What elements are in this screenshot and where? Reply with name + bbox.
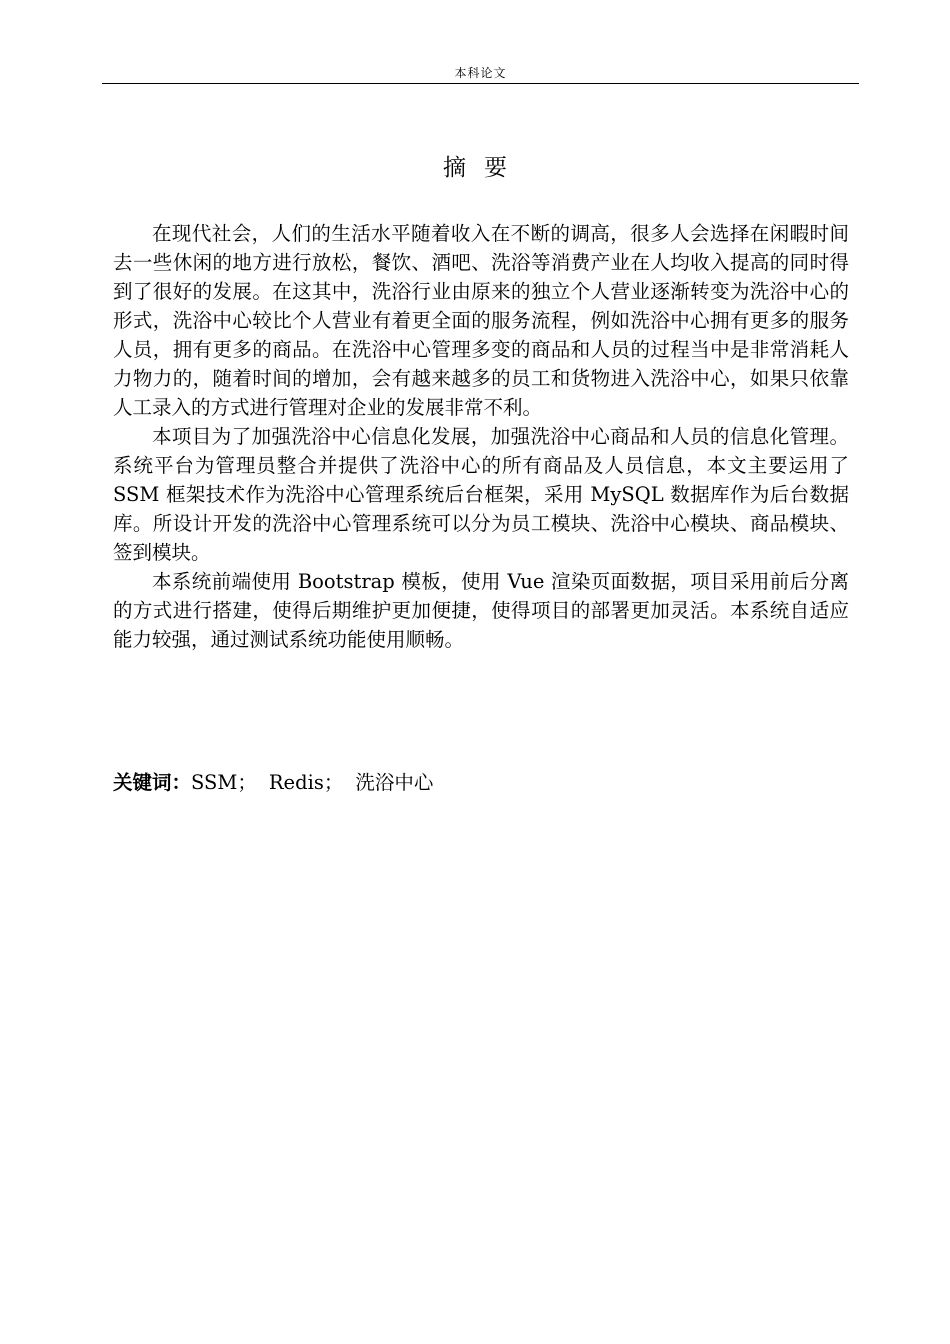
keywords-label: 关键词： <box>113 771 192 794</box>
keywords-line <box>113 768 849 797</box>
keyword-item: Redis <box>268 771 324 794</box>
keyword-separator: ； <box>237 771 257 794</box>
header-rule <box>102 83 859 84</box>
abstract-paragraph-2: 本项目为了加强洗浴中心信息化发展，加强洗浴中心商品和人员的信息化管理。系统平台为管理员整合并提供了洗浴中心的所有商品及人员信息，本文主要运用了 SSM 框架技术作为洗浴中心管理系统后台框架，采用 MySQL 数据库作为后台数据库。所设计开发的洗浴中心管理系统可以分为员工模块、洗浴中心模块、商品模块、签到模块。 <box>113 425 849 564</box>
abstract-title: 摘要 <box>443 155 525 181</box>
abstract-body <box>113 219 849 654</box>
keyword-separator: ； <box>323 771 344 794</box>
running-header: 本科论文 <box>454 66 507 80</box>
keyword-item: 洗浴中心 <box>355 771 434 794</box>
abstract-paragraph-1: 在现代社会，人们的生活水平随着收入在不断的调高，很多人会选择在闲暇时间去一些休闲的地方进行放松，餐饮、酒吧、洗浴等消费产业在人均收入提高的同时得到了很好的发展。在这其中，洗浴行业由原来的独立个人营业逐渐转变为洗浴中心的形式，洗浴中心较比个人营业有着更全面的服务流程，例如洗浴中心拥有更多的服务人员，拥有更多的商品。在洗浴中心管理多变的商品和人员的过程当中是非常消耗人力物力的，随着时间的增加，会有越来越多的员工和货物进入洗浴中心，如果只依靠人工录入的方式进行管理对企业的发展非常不利。 <box>113 222 849 419</box>
abstract-paragraph-3: 本系统前端使用 Bootstrap 模板，使用 Vue 渲染页面数据，项目采用前后分离的方式进行搭建，使得后期维护更加便捷，使得项目的部署更加灵活。本系统自适应能力较强，通过测试系统功能使用顺畅。 <box>113 570 849 651</box>
keyword-item: SSM <box>191 771 238 794</box>
